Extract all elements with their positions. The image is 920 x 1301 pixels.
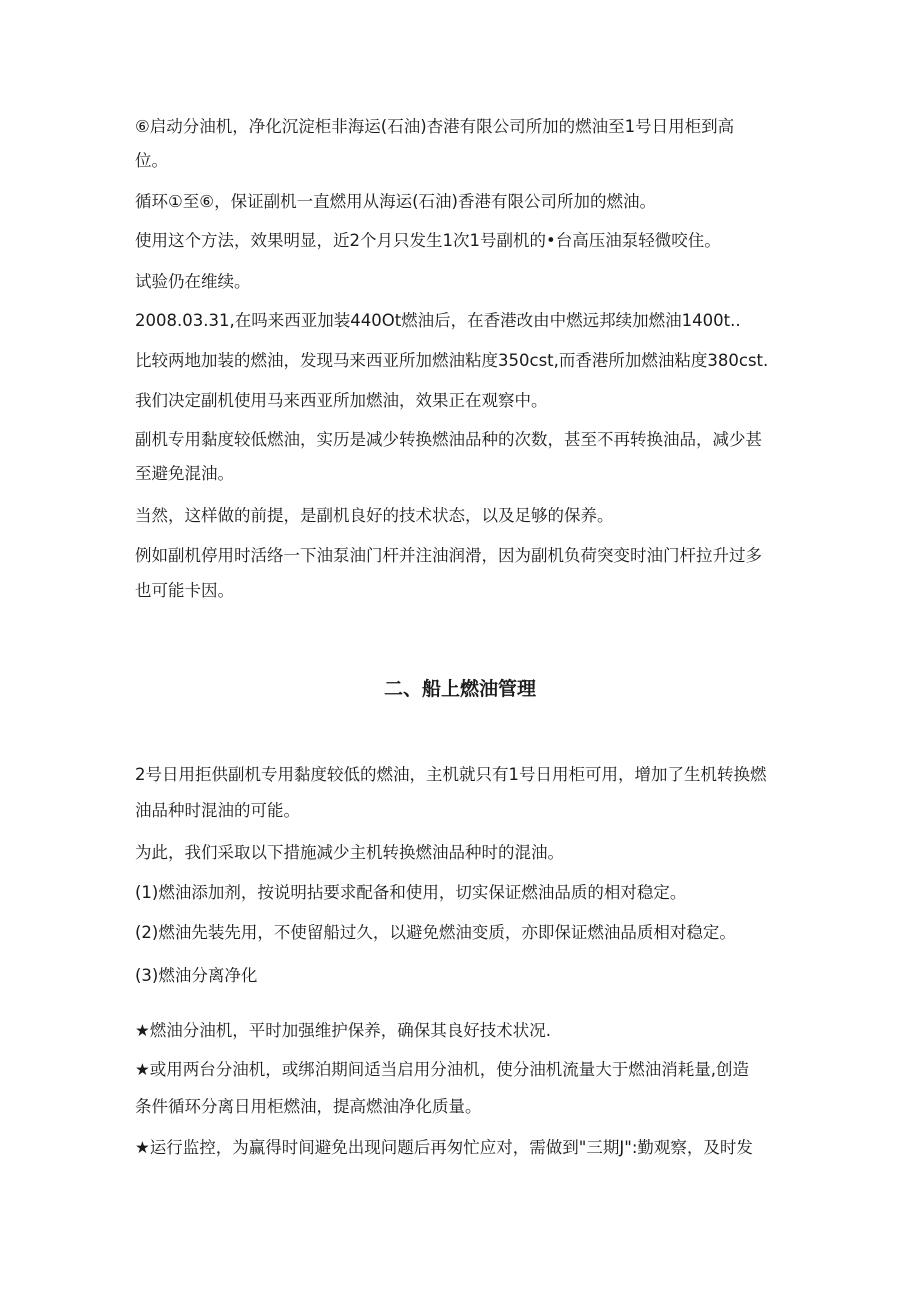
paragraph-line: 比较两地加装的燃油，发现马来西亚所加燃油粘度350cst,而香港所加燃油粘度380cst.: [135, 351, 769, 370]
list-item: (1)燃油添加剂，按说明拈要求配备和使用，切实保证燃油品质的相对稳定。: [135, 883, 687, 902]
bullet-item: ★燃油分油机，平时加强维护保养，确保其良好技术状况.: [135, 1021, 552, 1040]
list-item: (3)燃油分离净化: [135, 966, 258, 985]
paragraph-line: 我们决定副机使用马来西亚所加燃油，效果正在观察中。: [135, 391, 548, 410]
paragraph-line: 也可能卡因。: [135, 581, 234, 600]
paragraph-line: 试验仍在维续。: [135, 272, 251, 291]
paragraph-line: 使用这个方法，效果明显，近2个月只发生1次1号副机的•台高压油泵轻微咬住。: [135, 231, 721, 250]
paragraph-line: 油品种时混油的可能。: [135, 801, 300, 820]
paragraph-line: 为此，我们采取以下措施减少主机转换燃油品种时的混油。: [135, 843, 564, 862]
paragraph-line: ⑥启动分油机，净化沉淀柜非海运(石油)杏港有限公司所加的燃油至1号日用柜到高: [135, 117, 735, 136]
paragraph-line: 副机专用黏度较低燃油，实历是减少转换燃油品种的次数，甚至不再转换油品，减少甚: [135, 430, 762, 449]
paragraph-line: 循环①至⑥，保证副机一直燃用从海运(石油)香港有限公司所加的燃油。: [135, 192, 656, 211]
paragraph-line: 例如副机停用时活络一下油泵油门杆并注油润滑，因为副机负荷突变时油门杆拉升过多: [135, 546, 762, 565]
bullet-item: ★运行监控，为赢得时间避免出现问题后再匆忙应对，需做到"三期J":勤观察，及时发: [135, 1138, 753, 1157]
bullet-item: ★或用两台分油机，或绑泊期间适当启用分油机，使分油机流量大于燃油消耗量,创造: [135, 1060, 750, 1079]
paragraph-line: 至避免混油。: [135, 464, 234, 483]
list-item: (2)燃油先装先用，不使留船过久，以避免燃油变质，亦即保证燃油品质相对稳定。: [135, 923, 736, 942]
paragraph-line: 2号日用拒供副机专用黏度较低的燃油，主机就只有1号日用柜可用，增加了生机转换燃: [135, 765, 767, 784]
paragraph-line: 当然，这样做的前提，是副机良好的技术状态，以及足够的保养。: [135, 506, 614, 525]
paragraph-line: 条件循环分离日用柜燃油，提高燃油净化质量。: [135, 1097, 482, 1116]
paragraph-line: 2008.03.31,在吗来西亚加装440Ot燃油后，在香港改由中燃远邦续加燃油1400t..: [135, 311, 741, 330]
section-heading: 二、船上燃油管理: [383, 678, 536, 700]
paragraph-line: 位。: [135, 151, 168, 170]
